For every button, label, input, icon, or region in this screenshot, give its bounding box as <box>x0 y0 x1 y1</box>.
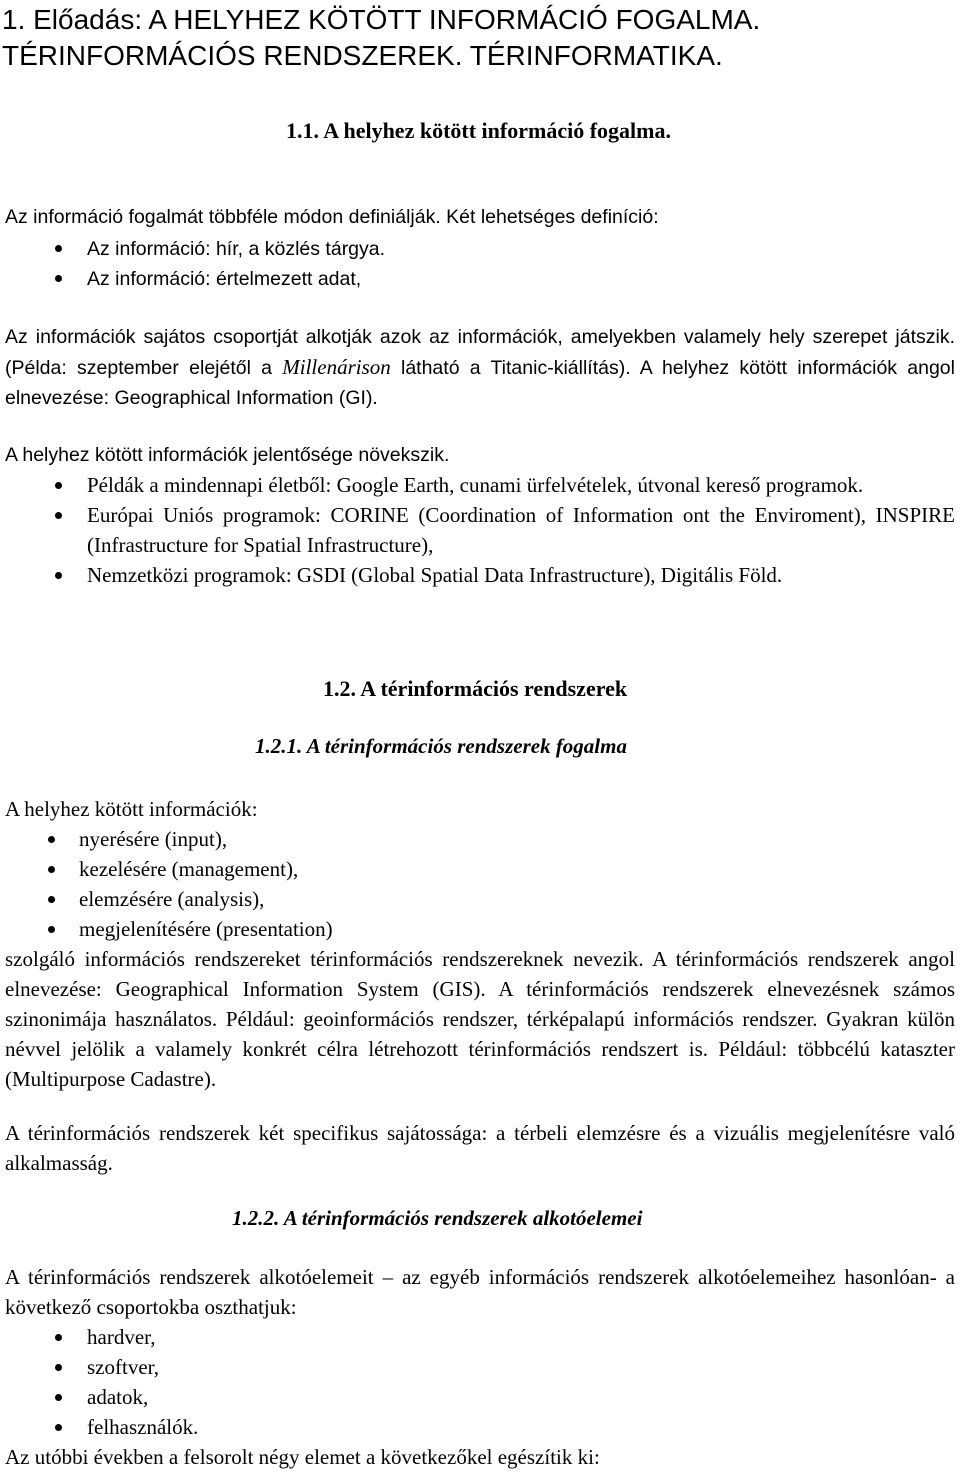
closing-text: Az utóbbi években a felsorolt négy elemet a következőkel egészítik ki: <box>5 1445 600 1469</box>
section-1-2-heading: 1.2. A térinformációs rendszerek <box>323 676 628 701</box>
title-line-2: TÉRINFORMÁCIÓS RENDSZEREK. TÉRINFORMATIKA. <box>2 40 723 71</box>
list-item: nyerésére (input), <box>0 824 955 854</box>
list-item: hardver, <box>5 1322 955 1352</box>
section-1-1-heading: 1.1. A helyhez kötött információ fogalma. <box>286 118 671 143</box>
bullet-icon <box>55 512 62 519</box>
bullet-icon <box>55 1424 62 1431</box>
title-line-1: 1. Előadás: A HELYHEZ KÖTÖTT INFORMÁCIÓ FOGALMA. <box>2 4 761 35</box>
list-item: felhasználók. <box>5 1412 955 1442</box>
lead-text: A helyhez kötött információk: <box>5 797 258 821</box>
bullet-icon <box>48 896 55 903</box>
paragraph-gis-specifics: A térinformációs rendszerek két specifikus sajátossága: a térbeli elemzésre és a vizuális megjelenítésre való alkalmasság. <box>5 1121 955 1175</box>
list-item: Európai Uniós programok: CORINE (Coordination of Information ont the Enviroment), INSPIRE (Infrastructure for Spatial Infrastructure), <box>5 500 955 560</box>
examples-list <box>5 470 955 590</box>
definition-list <box>5 234 955 294</box>
section-1-2-1-heading: 1.2.1. A térinformációs rendszerek fogalma <box>255 734 627 758</box>
bullet-icon <box>55 572 62 579</box>
bullet-icon <box>48 866 55 873</box>
bullet-icon <box>48 926 55 933</box>
bullet-icon <box>55 275 62 282</box>
paragraph-components: A térinformációs rendszerek alkotóelemeit – az egyéb információs rendszerek alkotóelemeihez hasonlóan- a következő csoportokba oszthatjuk: <box>5 1265 955 1319</box>
section-1-2-2-heading: 1.2.2. A térinformációs rendszerek alkotóelemei <box>232 1206 643 1230</box>
italic-place-name: Millenárison <box>282 355 391 379</box>
list-item: szoftver, <box>5 1352 955 1382</box>
components-list <box>5 1322 955 1442</box>
list-item: adatok, <box>5 1382 955 1412</box>
bullet-icon <box>55 245 62 252</box>
bullet-icon <box>55 1394 62 1401</box>
list-item: Az információ: hír, a közlés tárgya. <box>5 234 955 264</box>
intro-text: Az információ fogalmát többféle módon definiálják. Két lehetséges definíció: <box>5 206 659 228</box>
bullet-icon <box>55 482 62 489</box>
list-item: kezelésére (management), <box>0 854 955 884</box>
bullet-icon <box>55 1364 62 1371</box>
list-item: megjelenítésére (presentation) <box>0 914 955 944</box>
bullet-icon <box>48 836 55 843</box>
paragraph-geographic-info: Az információk sajátos csoportját alkotják azok az információk, amelyekben valamely hely szerepet játszik. (Példa: szeptember elejétől a Millenárison látható a Titanic-kiállítás). A helyhez kötött információk angol elnevezése: Geographical Information (GI). <box>5 326 955 409</box>
function-list <box>0 824 955 944</box>
list-item: Az információ: értelmezett adat, <box>5 264 955 294</box>
bullet-icon <box>55 1334 62 1341</box>
list-item: Nemzetközi programok: GSDI (Global Spatial Data Infrastructure), Digitális Föld. <box>5 560 955 590</box>
paragraph-importance: A helyhez kötött információk jelentősége növekszik. <box>5 444 450 466</box>
list-item: elemzésére (analysis), <box>0 884 955 914</box>
list-item: Példák a mindennapi életből: Google Earth, cunami ürfelvételek, útvonal kereső programok. <box>5 470 955 500</box>
paragraph-gis-definition: szolgáló információs rendszereket térinformációs rendszereknek nevezik. A térinformációs rendszerek angol elnevezése: Geographical Information System (GIS). A térinformációs rendszerek elnevezésnek számos szinonimája használatos. Például: geoinformációs rendszer, térképalapú információs rendszer. Gyakran külön névvel jelölik a valamely konkrét célra létrehozott térinformációs rendszert is. Például: többcélú kataszter (Multipurpose Cadastre). <box>5 947 955 1091</box>
